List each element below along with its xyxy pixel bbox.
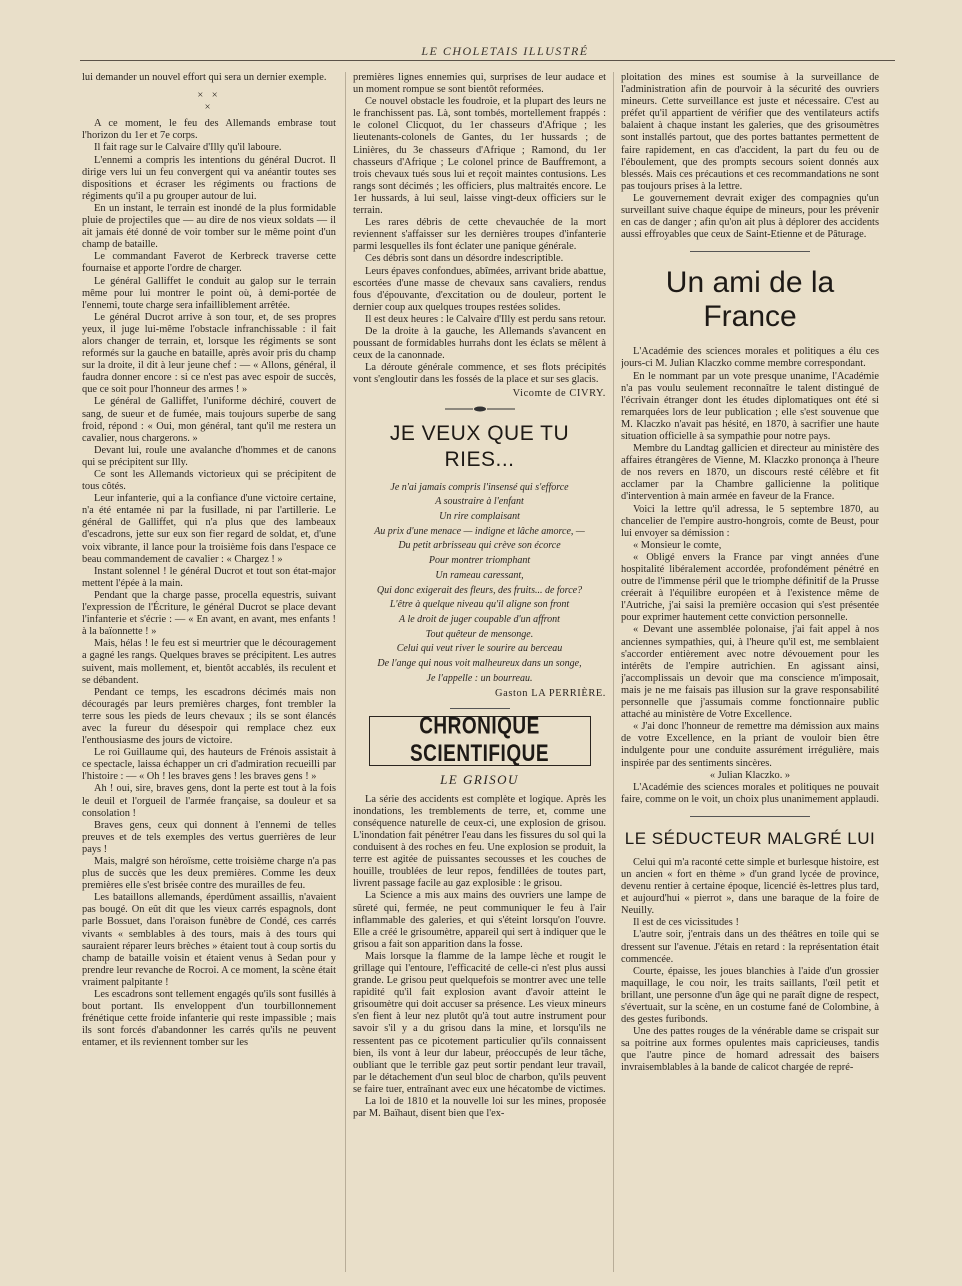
- paragraph: L'Académie des sciences morales et politiques ne pouvait faire, comme on le voit, un choix plus unanimement applaudi.: [621, 781, 879, 805]
- poem-line: Celui qui veut river le sourire au berceau: [396, 643, 563, 655]
- paragraph: L'Académie des sciences morales et politiques a élu ces jours-ci M. Julian Klaczko comme membre correspondant.: [621, 346, 879, 370]
- paragraph: Il est deux heures : le Calvaire d'Illy est perdu sans retour.: [365, 313, 606, 325]
- article-signature: Vicomte de CIVRY.: [512, 388, 606, 400]
- paragraph: Mais, hélas ! le feu est si meurtrier que le découragement a gagné les rangs. Quelques braves se précipitent. Les autres suivent, mais mollement, et, bientôt accablés, ils reculent et se débandent.: [82, 638, 336, 686]
- paragraph: Leur infanterie, qui a la confiance d'une victoire certaine, n'a été entamée ni par la fusillade, ni par l'artillerie. Le général de Galliffet, qui n'a plus que des lambeaux d'escadrons, jette sur eux son fier regard de soldat, et, d'une voix vibrante, il lance pour la troisième fois dans l'espace ce beau commandement de cavalier : « Chargez ! »: [82, 493, 336, 565]
- paragraph: L'ennemi a compris les intentions du général Ducrot. Il dirige vers lui un feu convergent qui va anéantir toutes ses dispositions et écraser les régiments ou fractions de régiments qu'il a pu grouper autour de lui.: [82, 154, 336, 202]
- paragraph: Le roi Guillaume qui, des hauteurs de Frénois assistait à ce spectacle, laissa échapper un cri d'admiration recueilli par l'histoire : — « Oh ! les braves gens ! les braves gens ! »: [82, 747, 336, 783]
- paragraph: premières lignes ennemies qui, surprises de leur audace et un moment rompue se sont bientôt reformées.: [353, 72, 606, 96]
- paragraph: « Devant une assemblée polonaise, j'ai fait appel à nos anciennes sympathies, qui, à l'heure qu'il est, me semblaient s'accorder entièrement avec notre dévouement pour les intérêts de l'empire autrichien. En agissant ainsi, j'accomplissais un devoir que ma conscience m'imposait, mais je ne me faisais pas illusion sur la grave responsabilité personnelle que j'assumais comme fonctionnaire public attaché au ministère de Votre Excellence.: [621, 624, 879, 721]
- paragraph: Le général de Galliffet, l'uniforme déchiré, couvert de sang, de sueur et de fumée, mais toujours superbe de sang froid, répond : « Oui, mon général, tant qu'il me restera un cavalier, nous chargerons. »: [82, 396, 336, 444]
- paragraph: En le nommant par un vote presque unanime, l'Académie n'a pas voulu seulement reconnaître le talent distingué de l'écrivain étranger dont les études diplomatiques ont été si remarquées lors de leur publication ; elle s'est souvenue que M. Klaczko n'avait pas hésité, en 1870, à sacrifier une haute situation officielle à sa sympathie pour notre pays.: [621, 370, 879, 442]
- paragraph: Mais lorsque la flamme de la lampe lèche et rougit le grillage qui l'entoure, l'efficacité de celle-ci n'est plus aussi grande. Le grisou peut quelquefois se montrer avec une telle rapidité qu'il fait explosion avant d'avoir atteint le grisoumètre qui doit accuser sa présence. Les vieux mineurs s'en fient à leur nez plutôt qu'à tout autre instrument pour savoir s'il y a du grisou dans la mine, et lorsqu'ils ne ressentent pas ce picotement particulier qu'ils connaissent bien, ils vont à leur dur labeur, préoccupés de leur tâche, oubliant que le terrible gaz peut sortir pendant leur travail, par le détachement d'un seul bloc de charbon, qu'ils peuvent se faire tuer, entraînant avec eux une hécatombe de victimes.: [353, 950, 606, 1095]
- poem-line: Je n'ai jamais compris l'insensé qui s'efforce: [390, 481, 569, 493]
- paragraph: Les rares débris de cette chevauchée de la mort reviennent s'affaisser sur les dernières troupes d'infanterie parmi lesquelles ils font éclater une panique générale.: [353, 217, 606, 253]
- article-title-seducteur: LE SÉDUCTEUR MALGRÉ LUI: [624, 828, 876, 848]
- paragraph: Pendant ce temps, les escadrons décimés mais non découragés par leurs premières charges, font trembler la terre sous les pieds de leurs chevaux ; ils se sont élancés avec la fureur du désespoir qui remplace chez eux l'enthousiasme des jours de victoire.: [82, 686, 336, 747]
- poem-line: Tout quêteur de mensonge.: [425, 628, 534, 640]
- poem-line: Du petit arbrisseau qui crève son écorce: [398, 540, 561, 552]
- poem-title: JE VEUX QUE TU RIES...: [389, 421, 570, 471]
- header-rule: [80, 60, 895, 61]
- paragraph: « J'ai donc l'honneur de remettre ma démission aux mains de votre Excellence, en la priant de vouloir bien être indulgente pour une conduite assurément irrégulière, mais inspirée par des sentiments sincères.: [621, 721, 879, 769]
- paragraph: Le gouvernement devrait exiger des compagnies qu'un surveillant suive chaque équipe de mineurs, pour les prévenir en cas de danger ; afin qu'on ait plus à déplorer des accidents aussi effroyables que ceux de Saint-Etienne et de Pâturage.: [621, 192, 879, 241]
- poem-line: Pour montrer triomphant: [428, 555, 531, 567]
- column-divider: [613, 72, 614, 1272]
- paragraph: Ces débris sont dans un désordre indescriptible.: [365, 253, 564, 265]
- paragraph: Leurs épaves confondues, abîmées, arrivant bride abattue, escortées d'une masse de chevaux sans cavaliers, rendus fous d'épouvante, d'excitation ou de douleur, portent le dernier coup aux quelques troupes restées solides.: [353, 265, 606, 313]
- chronique-subtitle: LE GRISOU: [440, 771, 519, 787]
- chronique-banner: [369, 713, 591, 767]
- poem-line: Un rameau caressant,: [435, 569, 524, 581]
- poem-line: De l'ange qui nous voit malheureux dans un songe,: [377, 658, 582, 670]
- paragraph: « Obligé envers la France par vingt années d'une hospitalité libéralement accordée, profondément pénétré en outre de l'immense péril que le triomphe définitif de la Prusse créerait à l'équilibre européen et à l'existence même de l'Autriche, j'ai saisi la première occasion qui s'est présentée pour exprimer hautement cette conviction personnelle.: [621, 551, 879, 624]
- poem-line: A soustraire à l'enfant: [435, 496, 524, 508]
- separator-rule: [690, 251, 810, 252]
- column-left: [82, 72, 336, 1272]
- poem-line: Au prix d'une menace — indigne et lâche amorce, —: [374, 525, 585, 537]
- paragraph: En un instant, le terrain est inondé de la plus formidable pluie de projectiles que — au dire de nos vieux soldats — il ait jamais été donné de voir tomber sur le même point d'un champ de bataille.: [82, 202, 336, 251]
- paragraph: A ce moment, le feu des Allemands embrase tout l'horizon du 1er et 7e corps.: [82, 118, 336, 142]
- paragraph: Ce nouvel obstacle les foudroie, et la plupart des leurs ne le franchissent pas. Là, sont tombés, mortellement frappés : le colonel Clicquot, du 1er chasseurs d'Afrique ; les lieutenants-colonels de Gantes, du 1er hussards ; de Linières, du 3e chasseurs d'Afrique ; Ramond, du 1er chasseurs d'Afrique ; Le colonel prince de Bauffremont, a trois chevaux tués sous lui et reçoit maintes contusions. Les rangs sont décimés ; les officiers, plus maltraités encore. Le 1er hussards, à lui seul, laisse vingt-deux officiers sur le terrain.: [353, 96, 606, 217]
- separator-rule: [690, 816, 810, 817]
- ornament-divider: [353, 405, 606, 417]
- letter-salutation: « Monsieur le comte,: [633, 539, 722, 551]
- paragraph: Instant solennel ! le général Ducrot et tout son état-major mettent l'épée à la main.: [82, 565, 336, 589]
- paragraph: Une des pattes rouges de la vénérable dame se crispait sur sa poitrine aux formes opulentes mais capricieuses, tandis que l'autre pince de homard adressait des baisers invraisemblables à la bande de calicot chargée de repré-: [621, 1026, 879, 1074]
- column-right: [621, 72, 879, 1272]
- paragraph: La série des accidents est complète et logique. Après les inondations, les tremblements de terre, et, comme une conséquence naturelle de ceux-ci, une explosion de grisou. L'inondation fait pénétrer l'eau dans les fissures du sol qui la conduisent à des roches en feu. Une explosion se produit, la terre est agitée de puissantes secousses et les couches de houille, troublées de leur repos, fendillées de toutes part, livrent passage facile au gaz explosible : le grisou.: [353, 793, 606, 890]
- poem: [353, 481, 606, 687]
- paragraph: Il fait rage sur le Calvaire d'Illy qu'il laboure.: [94, 142, 282, 154]
- poem-line: L'être à quelque niveau qu'il aligne son front: [389, 599, 570, 611]
- paragraph: L'autre soir, j'entrais dans un des théâtres en toile qui se dressent sur l'avenue. J'étais en retard : la représentation était commencée.: [621, 929, 879, 965]
- paragraph: lui demander un nouvel effort qui sera un dernier exemple.: [82, 72, 327, 83]
- paragraph: Mais, malgré son héroïsme, cette troisième charge n'a pas plus de succès que les deux premières. Comme les deux premières elle s'est brisée contre des murailles de feu.: [82, 856, 336, 892]
- paragraph: La Science a mis aux mains des ouvriers une lampe de sûreté qui, fermée, ne peut communiquer le feu à l'air inflammable des galeries, et qui s'éteint lorsqu'on l'ouvre. Elle a créé le grisoumètre, appareil qui sert à indiquer que le grisou a fait son apparition dans la fosse.: [353, 890, 606, 950]
- paragraph: Pendant que la charge passe, procella equestris, suivant l'expression de l'Écriture, le général Ducrot se place devant l'infanterie et s'écrie : — « En avant, en avant, mes enfants ! à la baïonnette ! »: [82, 589, 336, 638]
- paragraph: La déroute générale commence, et ses flots précipités vont s'engloutir dans les fossés de la place et sur ses glacis.: [353, 362, 606, 386]
- poem-line: A le droit de juger coupable d'un affront: [399, 613, 560, 625]
- paragraph: Le commandant Faverot de Kerbreck traverse cette fournaise et apporte l'ordre de charger.: [82, 251, 336, 275]
- paragraph: Les escadrons sont tellement engagés qu'ils sont fusillés à bout portant. Ils enveloppent d'un tourbillonnement frénétique cette froide infanterie qui reste impassible ; mais ils sont forcés d'abandonner les carrés qu'ils ne peuvent entamer, et ils reviennent tomber sur les: [82, 989, 336, 1049]
- paragraph: Les bataillons allemands, éperdûment assaillis, n'avaient pas bougé. On eût dit que les vieux carrés espagnols, dont parle Bossuet, dans l'oraison funèbre de Condé, ces carrés vivants « semblables à des tours, mais à des tours qui sauraient réparer leurs brèches » étaient tout à coup sortis du champ de bataille voisin et étaient venus à Sedan pour y prendre leur revanche de Rocroi. A ce moment, la scène était vraiment palpitante !: [82, 892, 336, 988]
- poem-line: Qui donc exigerait des fleurs, des fruits... de force?: [376, 584, 583, 596]
- section-stars: × × ×: [197, 90, 221, 114]
- paragraph: De la droite à la gauche, les Allemands s'avancent en poussant de formidables hurrahs dont les éclats se mêlent à ceux de la canonnade.: [353, 325, 606, 362]
- poem-line: Un rire complaisant: [439, 511, 520, 523]
- paragraph: Ah ! oui, sire, braves gens, dont la perte est tout à la fois le deuil et l'orgueil de l'armée française, sa douleur et sa consolation !: [82, 783, 336, 819]
- column-divider: [345, 72, 346, 1272]
- paragraph: Devant lui, roule une avalanche d'hommes et de canons qui se précipitent sur Illy.: [82, 444, 336, 468]
- paragraph: Membre du Landtag gallicien et directeur au ministère des affaires étrangères de Vienne, M. Klaczko prononça à l'heure de nos revers en 1870, un discours resté célèbre et fit acclamer par la Chambre gallicienne la politique d'intervention à main armée en faveur de la France.: [621, 443, 879, 503]
- newspaper-header: LE CHOLETAIS ILLUSTRÉ: [421, 44, 589, 58]
- paragraph: ploitation des mines est soumise à la surveillance de l'administration afin de pourvoir à la sécurité des ouvriers mineurs. Cette surveillance est juste et nécessaire. C'est au préfet qu'il appartient de vérifier que des ventilateurs actifs balaient à chaque instant les galeries, que des grisoumètres sont installés partout, que des portes battantes permettent de faire rapidement, en cas d'accident, la part du feu ou de l'éboulement, que des prompts secours soient donnés aux blessés. Mais ces précautions et ces recommandations ne sont pas toujours prises à la lettre.: [621, 72, 879, 192]
- chronique-title: CHRONIQUE SCIENTIFIQUE: [409, 713, 549, 767]
- paragraph: Braves gens, ceux qui donnent à l'ennemi de telles preuves et de tels exemples des vertus guerrières de leur pays !: [82, 819, 336, 855]
- article-title-ami: Un ami de la France: [665, 266, 835, 334]
- poem-line: Je l'appelle : un bourreau.: [426, 672, 533, 684]
- paragraph: Ce sont les Allemands victorieux qui se précipitent de tous côtés.: [82, 469, 336, 493]
- separator-rule: [450, 708, 510, 709]
- paragraph: Le général Ducrot arrive à son tour, et, de ses propres yeux, il juge lui-même l'obstacle infranchissable : il fait alors changer de terrain, et, lorsque les régiments se sont reformés sur la gauche en bataille, après avoir pris du champ sur la droite, il dit à leur jeune chef : — « Allons, général, il faudra donner encore : si ce n'est pas avec espoir de succès, que ce soit pour l'honneur des armes ! »: [82, 311, 336, 396]
- paragraph: Le général Galliffet le conduit au galop sur le terrain même pour lui montrer le point où, à demi-portée de l'ennemi, toute charge sera infailliblement arrêtée.: [82, 275, 336, 311]
- paragraph: Courte, épaisse, les joues blanchies à l'aide d'un grossier maquillage, le cou noir, les traits saillants, l'œil petit et brillant, une personne d'un âge qui ne paraît digne de respect, s'évertuait, sur la scène, en un costume fané de Colombine, à des gestes furibonds.: [621, 965, 879, 1026]
- column-middle: [353, 72, 606, 1272]
- paragraph: Voici la lettre qu'il adressa, le 5 septembre 1870, au chancelier de l'empire austro-hongrois, comte de Beust, pour lui envoyer sa démission :: [621, 503, 879, 539]
- paragraph: La loi de 1810 et la nouvelle loi sur les mines, proposée par M. Baïhaut, disent bien que l'ex-: [353, 1096, 606, 1120]
- poem-signature: Gaston LA PERRIÈRE.: [495, 688, 606, 700]
- paragraph: Il est de ces vicissitudes !: [633, 917, 739, 929]
- paragraph: Celui qui m'a raconté cette simple et burlesque histoire, est un ancien « fort en thème » d'un grand lycée de province, devenu rentier à certaine époque, licencié ès-lettres plus tard, et aujourd'hui « pierrot », dans une baraque de la foire de Neuilly.: [621, 856, 879, 917]
- letter-signature: « Julian Klaczko. »: [709, 769, 791, 781]
